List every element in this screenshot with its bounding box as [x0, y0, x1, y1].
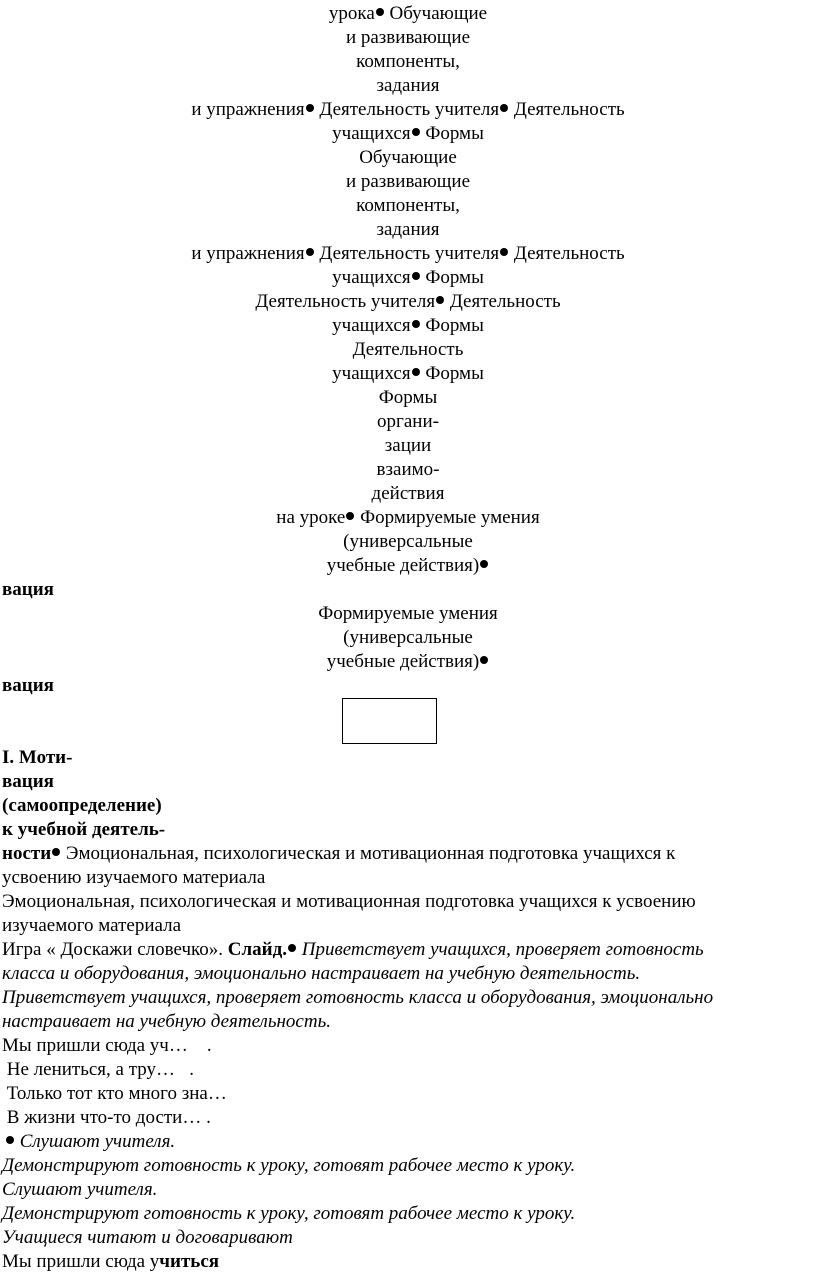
line-6: учащихся Формы — [332, 123, 484, 144]
stage-title-4: к учебной деятель- — [2, 819, 166, 840]
line-11: и упражнения Деятельность учителя Деятельность — [191, 243, 625, 264]
empty-box — [342, 698, 437, 744]
poem-line-1: Мы пришли сюда уч… . — [2, 1035, 212, 1056]
paragraph-1: Эмоциональная, психологическая и мотивационная подготовка учащихся к усвоению — [2, 891, 696, 912]
line-17: Формы — [378, 387, 438, 408]
bullet-icon — [412, 272, 420, 280]
demo-line-1: Демонстрируют готовность к уроку, готовят рабочее место к уроку. — [2, 1155, 576, 1176]
bullet-icon — [6, 1136, 14, 1144]
line-16: учащихся Формы — [332, 363, 484, 384]
line-2: и развивающие — [345, 27, 471, 48]
poem-line-3: Только тот кто много зна… — [2, 1083, 227, 1104]
poem-line-2: Не лениться, а тру… . — [2, 1059, 195, 1080]
bullet-icon — [480, 656, 488, 664]
bullet-icon — [288, 944, 296, 952]
line-22: на уроке Формируемые умения — [276, 507, 540, 528]
demo-line-2: Демонстрируют готовность к уроку, готовят рабочее место к уроку. — [2, 1203, 576, 1224]
bullet-icon — [500, 248, 508, 256]
line-8: и развивающие — [345, 171, 471, 192]
paragraph-2: изучаемого материала — [2, 915, 182, 936]
line-27: (универсальные — [343, 627, 473, 648]
line-19: зации — [384, 435, 432, 456]
line-15: Деятельность — [352, 339, 464, 360]
line-14: учащихся Формы — [332, 315, 484, 336]
line-3: компоненты, — [356, 51, 460, 72]
vaciya-label-2: вация — [2, 675, 54, 696]
listen-line-1: Слушают учителя. — [2, 1130, 175, 1154]
stage-title-3: (самоопределение) — [2, 795, 162, 816]
line-23: (универсальные — [343, 531, 473, 552]
bullet-icon — [412, 320, 420, 328]
last-line: Мы пришли сюда учиться — [2, 1251, 220, 1272]
greet-line-3: Приветствует учащихся, проверяет готовность класса и оборудования, эмоционально — [2, 987, 714, 1008]
bullet-icon — [412, 128, 420, 136]
line-7: Обучающие — [359, 147, 457, 168]
greet-line-4: настраивает на учебную деятельность. — [2, 1011, 331, 1032]
bullet-icon — [480, 560, 488, 568]
line-12: учащихся Формы — [332, 267, 484, 288]
stage-title-5: ности Эмоциональная, психологическая и мотивационная подготовка учащихся к — [2, 843, 676, 864]
bullet-icon — [306, 104, 314, 112]
line-28: учебные действия) — [0, 650, 816, 674]
line-9: компоненты, — [356, 195, 460, 216]
stage-line-6: усвоению изучаемого материала — [2, 867, 266, 888]
bullet-icon — [306, 248, 314, 256]
bullet-icon — [346, 512, 354, 520]
line-24: учебные действия) — [0, 554, 816, 578]
poem-line-4: В жизни что-то дости… . — [2, 1107, 211, 1128]
line-5: и упражнения Деятельность учителя Деятельность — [191, 99, 625, 120]
read-line: Учащиеся читают и договаривают — [2, 1227, 293, 1248]
line-13: Деятельность учителя Деятельность — [255, 291, 561, 312]
bullet-icon — [436, 296, 444, 304]
bullet-icon — [376, 8, 384, 16]
vaciya-label-1: вация — [2, 579, 54, 600]
line-18: органи- — [377, 411, 439, 432]
line-4: задания — [376, 75, 440, 96]
line-1: урока Обучающие — [328, 3, 488, 24]
greet-line-2: класса и оборудования, эмоционально настраивает на учебную деятельность. — [2, 963, 641, 984]
line-21: действия — [371, 483, 445, 504]
bullet-icon — [500, 104, 508, 112]
bullet-icon — [412, 368, 420, 376]
stage-title-2: вация — [2, 771, 54, 792]
listen-line-2: Слушают учителя. — [2, 1179, 158, 1200]
line-20: взаимо- — [376, 459, 440, 480]
bullet-icon — [52, 848, 60, 856]
line-10: задания — [376, 219, 440, 240]
line-26: Формируемые умения — [318, 603, 498, 624]
game-line: Игра « Доскажи словечко». Слайд. Приветствует учащихся, проверяет готовность — [2, 939, 704, 960]
stage-title-1: I. Моти- — [2, 747, 73, 768]
